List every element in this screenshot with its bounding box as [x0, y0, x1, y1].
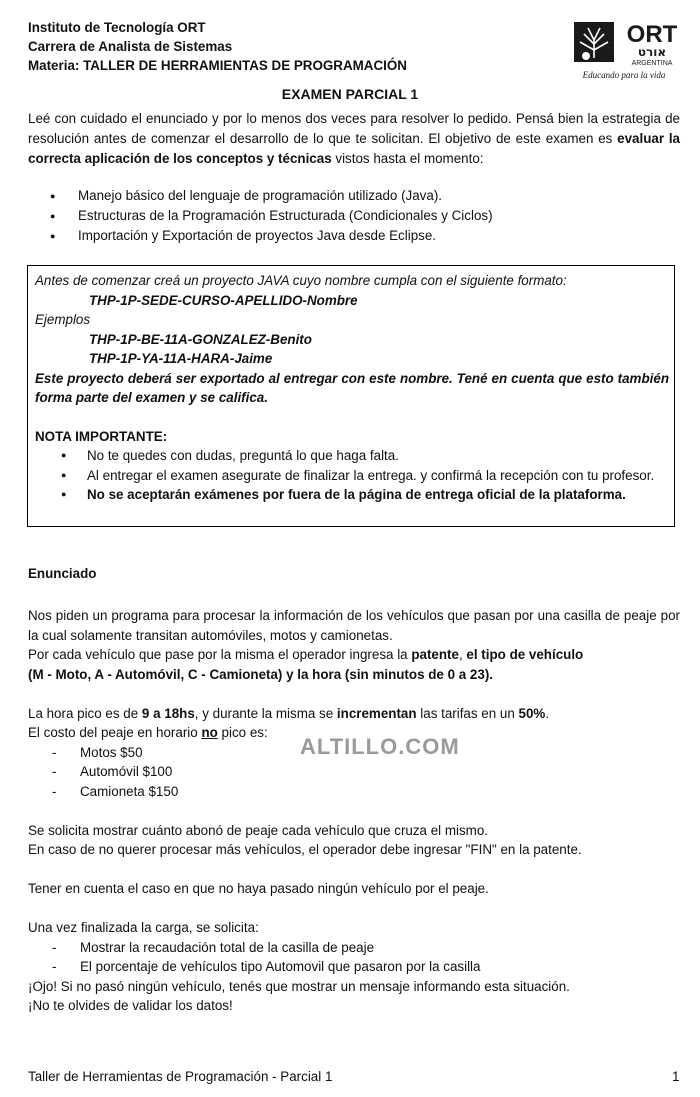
project-format-intro: Antes de comenzar creá un proyecto JAVA cuyo nombre cumpla con el siguiente formato: — [35, 273, 567, 288]
important-note-item: ● No te quedes con dudas, preguntá lo que haga falta. — [35, 446, 669, 466]
institution-name: Instituto de Tecnología ORT — [28, 20, 206, 35]
text-span: , y durante la misma se — [194, 705, 337, 721]
logo-country: ARGENTINA — [631, 60, 673, 67]
problem-paragraph: Tener en cuenta el caso en que no haya pasado ningún vehículo por el peaje. — [28, 881, 489, 896]
section-heading: Enunciado — [28, 566, 97, 581]
problem-paragraph: ¡Ojo! Si no pasó ningún vehículo, tenés que mostrar un mensaje informando esta situación. — [28, 978, 570, 994]
text-span: pico es: — [217, 725, 268, 740]
bold-span: 9 a 18hs — [141, 705, 195, 721]
bold-span: patente — [411, 647, 459, 662]
request-item: - Mostrar la recaudación total de la casilla de peaje — [28, 938, 680, 958]
export-note: Este proyecto deberá ser exportado al entregar con este nombre. Tené en cuenta que esto también forma parte del examen y se califica. — [35, 370, 669, 405]
request-item: - El porcentaje de vehículos tipo Automovil que pasaron por la casilla — [28, 957, 680, 977]
example-name: THP-1P-BE-11A-GONZALEZ-Benito — [89, 331, 312, 347]
text-span: , — [458, 647, 467, 662]
example-name: THP-1P-YA-11A-HARA-Jaime — [89, 351, 273, 366]
intro-bold: evaluar la correcta aplicación de los conceptos y técnicas — [28, 131, 680, 166]
footer-text: Taller de Herramientas de Programación - Parcial 1 — [28, 1069, 333, 1084]
examples-label: Ejemplos — [35, 312, 91, 327]
intro-text-1: Leé con cuidado el enunciado y por lo menos dos veces para resolver lo pedido. Pensá bien la estrategia de resolución antes de comenzar el desarrollo de lo que te solicitan. El objetivo de este examen es — [28, 111, 680, 146]
objective-item: ● Importación y Exportación de proyectos Java desde Eclipse. — [50, 226, 680, 246]
important-note-item: ● Al entregar el examen asegurate de finalizar la entrega. y confirmá la recepción con tu profesor. — [35, 466, 669, 486]
watermark: ALTILLO.COM — [300, 734, 460, 759]
bold-span: el tipo de vehículo — [466, 647, 584, 662]
document-header — [28, 18, 407, 75]
problem-paragraph: En caso de no querer procesar más vehículos, el operador debe ingresar "FIN" en la patente. — [28, 842, 582, 857]
cost-item: - Automóvil $100 — [28, 762, 680, 782]
ort-logo — [572, 14, 678, 84]
cost-item: - Motos $50 — [28, 743, 680, 763]
subject-name: Materia: TALLER DE HERRAMIENTAS DE PROGRAMACIÓN — [28, 58, 407, 73]
project-format: THP-1P-SEDE-CURSO-APELLIDO-Nombre — [89, 292, 358, 308]
intro-text-2: vistos hasta el momento: — [331, 151, 484, 166]
career-name: Carrera de Analista de Sistemas — [28, 39, 233, 54]
bold-span: incrementan — [336, 705, 417, 721]
instructions-box — [27, 265, 675, 527]
problem-paragraph: ¡No te olvides de validar los datos! — [28, 998, 233, 1013]
text-span: La hora pico es de — [28, 705, 142, 721]
objective-item: ● Manejo básico del lenguaje de programación utilizado (Java). — [50, 186, 680, 206]
bold-span: 50% — [518, 705, 546, 721]
text-span: El costo del peaje en horario — [28, 725, 202, 740]
bold-span: (M - Moto, A - Automóvil, C - Camioneta) y la hora — [28, 666, 342, 682]
objectives-list — [50, 186, 680, 246]
important-note-item: ● No se aceptarán exámenes por fuera de la página de entrega oficial de la plataforma. — [35, 485, 669, 505]
bold-span: (sin minutos de 0 a 23). — [341, 666, 493, 682]
cost-item: - Camioneta $150 — [28, 782, 680, 802]
text-span: Por cada vehículo que pase por la misma el operador ingresa la — [28, 647, 412, 662]
problem-paragraph — [28, 645, 680, 665]
important-notes-list — [35, 446, 669, 505]
problem-statement — [28, 606, 680, 1016]
problem-paragraph: Se solicita mostrar cuánto abonó de peaje cada vehículo que cruza el mismo. — [28, 822, 489, 838]
underlined-span: no — [201, 725, 218, 740]
page-number: 1 — [672, 1069, 680, 1084]
logo-tagline: Educando para la vida — [582, 70, 666, 80]
problem-paragraph: Nos piden un programa para procesar la información de los vehículos que pasan por una casilla de peaje por la cual solamente transitan automóviles, motos y camionetas. — [28, 608, 680, 643]
problem-paragraph: Una vez finalizada la carga, se solicita: — [28, 920, 259, 935]
problem-paragraph — [28, 704, 680, 724]
text-span: las tarifas en un — [416, 705, 519, 721]
important-note-title: NOTA IMPORTANTE: — [35, 428, 168, 444]
logo-name: ORT — [626, 21, 678, 48]
intro-paragraph — [28, 109, 680, 169]
exam-title: EXAMEN PARCIAL 1 — [281, 86, 419, 102]
objective-item: ● Estructuras de la Programación Estructurada (Condicionales y Ciclos) — [50, 206, 680, 226]
ort-emblem-icon — [572, 14, 678, 84]
logo-hebrew: אורט — [637, 45, 667, 59]
text-span: . — [545, 705, 550, 721]
problem-paragraph — [28, 665, 680, 685]
